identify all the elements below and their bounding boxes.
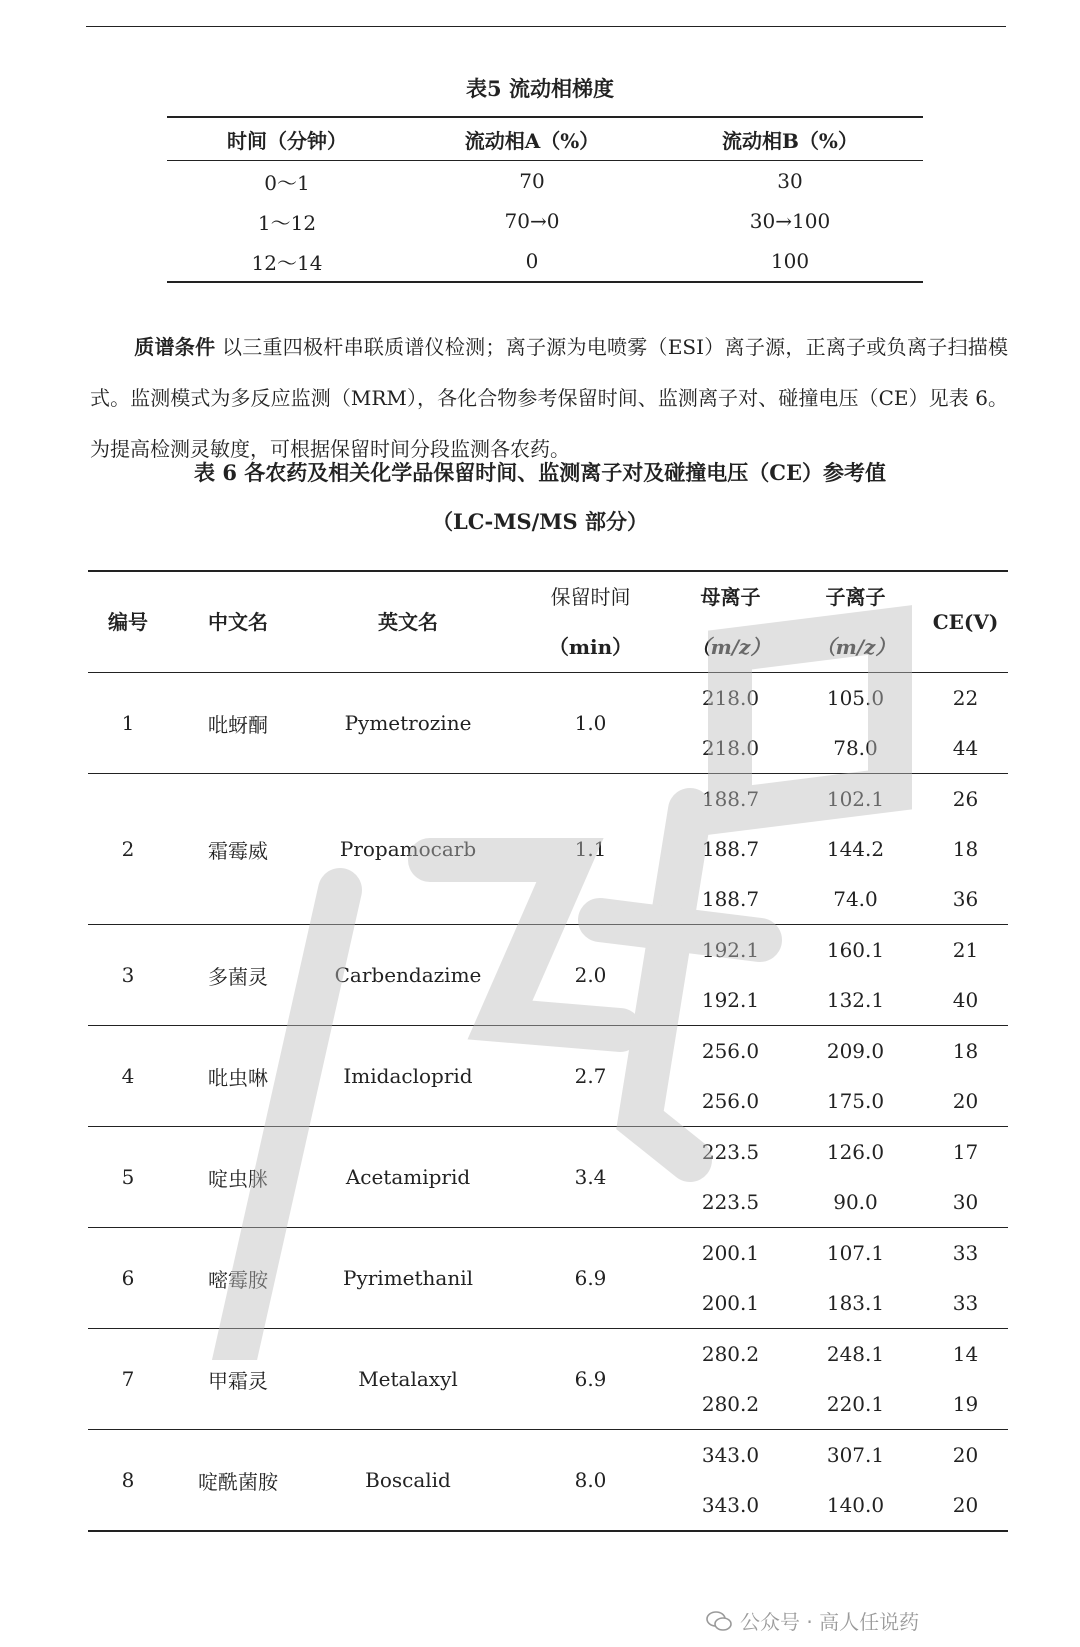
ion-pair-row [673,1329,1008,1379]
table6 [88,570,1008,1532]
product-ion: 102.1 [826,787,885,811]
ion-pair-row [673,975,1008,1025]
ion-pair-row [673,1228,1008,1278]
compound-number: 5 [121,1165,135,1189]
collision-energy: 44 [952,736,979,760]
parent-ion: 188.7 [701,837,760,861]
collision-energy: 20 [952,1493,979,1517]
table6-compound-group [88,1430,1008,1530]
product-ion: 105.0 [826,686,885,710]
table5-row [167,241,923,281]
ion-pair-row [673,673,1008,723]
product-ion: 144.2 [826,837,885,861]
retention-time: 2.7 [574,1064,607,1088]
compound-number: 1 [121,711,135,735]
compound-english-name: Carbendazime [334,963,482,987]
table5-cell: 30→100 [749,209,831,233]
compound-english-name: Metalaxyl [358,1367,458,1391]
compound-number: 3 [121,963,135,987]
product-ion: 183.1 [826,1291,885,1315]
table6-header-product [788,572,923,672]
header-product-unit: （m/z） [815,635,896,659]
compound-english-name: Imidacloprid [343,1064,473,1088]
table5-cell: 70 [519,169,545,193]
table6-body [88,673,1008,1530]
collision-energy: 19 [952,1392,979,1416]
table6-header-parent [673,572,788,672]
product-ion: 126.0 [826,1140,885,1164]
ion-pair-row [673,1430,1008,1480]
retention-time: 1.1 [574,837,607,861]
ion-pair-row [673,1177,1008,1227]
ion-pair-row [673,1480,1008,1530]
compound-chinese-name: 霜霉威 [208,838,268,863]
ion-pair-row [673,874,1008,924]
retention-time: 2.0 [574,963,607,987]
product-ion: 248.1 [826,1342,885,1366]
table6-header-rt [508,572,673,672]
ion-pair-row [673,1278,1008,1328]
ion-pair-row [673,925,1008,975]
collision-energy: 30 [952,1190,979,1214]
parent-ion: 223.5 [701,1140,760,1164]
table5-cell: 100 [770,249,810,273]
retention-time: 3.4 [574,1165,607,1189]
table5-header-time: 时间（分钟） [227,128,347,153]
header-ce-label: CE(V) [932,610,999,634]
table6-header-cn [168,572,308,672]
ion-pair-row [673,1127,1008,1177]
table6-header-no [88,572,168,672]
compound-chinese-name: 多菌灵 [208,964,268,989]
table5-cell: 0～1 [264,170,310,195]
ion-pairs [673,673,1008,773]
parent-ion: 343.0 [701,1443,760,1467]
parent-ion: 280.2 [701,1342,760,1366]
ion-pairs [673,1329,1008,1429]
table6-compound-group [88,1228,1008,1328]
parent-ion: 223.5 [701,1190,760,1214]
collision-energy: 33 [952,1241,979,1265]
table6-compound-group [88,673,1008,773]
ion-pairs [673,1127,1008,1227]
ion-pairs [673,925,1008,1025]
collision-energy: 18 [952,1039,979,1063]
table5-header-row [167,118,923,160]
collision-energy: 33 [952,1291,979,1315]
product-ion: 307.1 [826,1443,885,1467]
ms-conditions-paragraph [90,322,1008,475]
header-en-label: 英文名 [378,610,438,634]
collision-energy: 20 [952,1089,979,1113]
retention-time: 1.0 [574,711,607,735]
product-ion: 78.0 [833,736,878,760]
header-cn-label: 中文名 [208,610,268,634]
ion-pair-row [673,723,1008,773]
parent-ion: 343.0 [701,1493,760,1517]
retention-time: 6.9 [574,1266,607,1290]
collision-energy: 18 [952,837,979,861]
table6-compound-group [88,774,1008,924]
paragraph-lead: 质谱条件 [134,335,216,359]
footer-watermark [706,1606,919,1635]
header-product-label: 子离子 [825,585,886,609]
table5-cell: 1～12 [257,210,317,235]
table6-compound-group [88,1127,1008,1227]
compound-number: 8 [121,1468,135,1492]
table5-row [167,201,923,241]
parent-ion: 188.7 [701,787,760,811]
product-ion: 140.0 [826,1493,885,1517]
retention-time: 6.9 [574,1367,607,1391]
table6-compound-group [88,1026,1008,1126]
compound-chinese-name: 吡虫啉 [208,1065,268,1090]
table5 [167,116,923,283]
product-ion: 132.1 [826,988,885,1012]
parent-ion: 192.1 [701,988,760,1012]
product-ion: 74.0 [833,887,878,911]
compound-chinese-name: 嘧霉胺 [208,1267,268,1292]
ion-pairs [673,1430,1008,1530]
parent-ion: 256.0 [701,1089,760,1113]
parent-ion: 256.0 [701,1039,760,1063]
table5-bottom-rule [167,281,923,283]
ion-pairs [673,1026,1008,1126]
table6-bottom-rule [88,1530,1008,1532]
compound-number: 4 [121,1064,135,1088]
ion-pair-row [673,1026,1008,1076]
header-rt-unit: （min） [548,635,633,659]
wechat-icon [706,1611,732,1631]
top-page-rule [86,26,1006,27]
compound-chinese-name: 吡蚜酮 [208,712,268,737]
table5-header-phase-a: 流动相A（%） [464,128,600,153]
table5-caption: 表5 流动相梯度 [466,76,614,101]
collision-energy: 20 [952,1443,979,1467]
header-parent-unit: （m/z） [690,635,771,659]
ion-pair-row [673,1076,1008,1126]
compound-english-name: Propamocarb [339,837,477,861]
table5-cell: 0 [525,249,539,273]
parent-ion: 280.2 [701,1392,760,1416]
product-ion: 90.0 [833,1190,878,1214]
table6-header-en [308,572,508,672]
parent-ion: 218.0 [701,736,760,760]
compound-english-name: Boscalid [365,1468,451,1492]
table5-row [167,161,923,201]
table6-compound-group [88,1329,1008,1429]
collision-energy: 14 [952,1342,979,1366]
compound-english-name: Pyrimethanil [342,1266,474,1290]
parent-ion: 200.1 [701,1291,760,1315]
collision-energy: 36 [952,887,979,911]
parent-ion: 192.1 [701,938,760,962]
compound-number: 2 [121,837,135,861]
table5-header-phase-b: 流动相B（%） [722,128,858,153]
compound-number: 6 [121,1266,135,1290]
header-no-label: 编号 [108,610,148,634]
table6-caption-sub: （LC-MS/MS 部分） [432,509,648,534]
parent-ion: 188.7 [701,887,760,911]
ion-pair-row [673,1379,1008,1429]
product-ion: 107.1 [826,1241,885,1265]
product-ion: 220.1 [826,1392,885,1416]
header-rt-label: 保留时间 [550,585,631,609]
table6-caption: 表 6 各农药及相关化学品保留时间、监测离子对及碰撞电压（CE）参考值 [194,460,886,485]
product-ion: 160.1 [826,938,885,962]
collision-energy: 21 [952,938,979,962]
collision-energy: 26 [952,787,979,811]
retention-time: 8.0 [574,1468,607,1492]
product-ion: 209.0 [826,1039,885,1063]
ion-pairs [673,1228,1008,1328]
compound-english-name: Acetamiprid [345,1165,471,1189]
compound-chinese-name: 甲霜灵 [208,1368,268,1393]
compound-english-name: Pymetrozine [344,711,472,735]
product-ion: 175.0 [826,1089,885,1113]
footer-watermark-text: 公众号 · 高人任说药 [740,1610,920,1634]
ion-pair-row [673,774,1008,824]
paragraph-text: 以三重四极杆串联质谱仪检测；离子源为电喷雾（ESI）离子源，正离子或负离子扫描模式。监测模式为多反应监测（MRM），各化合物参考保留时间、监测离子对、碰撞电压（CE）见表 6。为提高检测灵敏度，可根据保留时间分段监测各农药。 [90,335,1009,461]
table6-compound-group [88,925,1008,1025]
header-parent-label: 母离子 [700,585,761,609]
collision-energy: 17 [952,1140,979,1164]
compound-chinese-name: 啶虫脒 [208,1166,268,1191]
table5-cell: 12～14 [251,250,323,275]
compound-number: 7 [121,1367,135,1391]
table5-cell: 70→0 [504,209,560,233]
collision-energy: 22 [952,686,979,710]
compound-chinese-name: 啶酰菌胺 [198,1469,278,1494]
parent-ion: 218.0 [701,686,760,710]
ion-pairs [673,774,1008,924]
ion-pair-row [673,824,1008,874]
collision-energy: 40 [952,988,979,1012]
table6-header-ce [923,572,1008,672]
parent-ion: 200.1 [701,1241,760,1265]
table6-header-row [88,572,1008,672]
table5-cell: 30 [777,169,803,193]
